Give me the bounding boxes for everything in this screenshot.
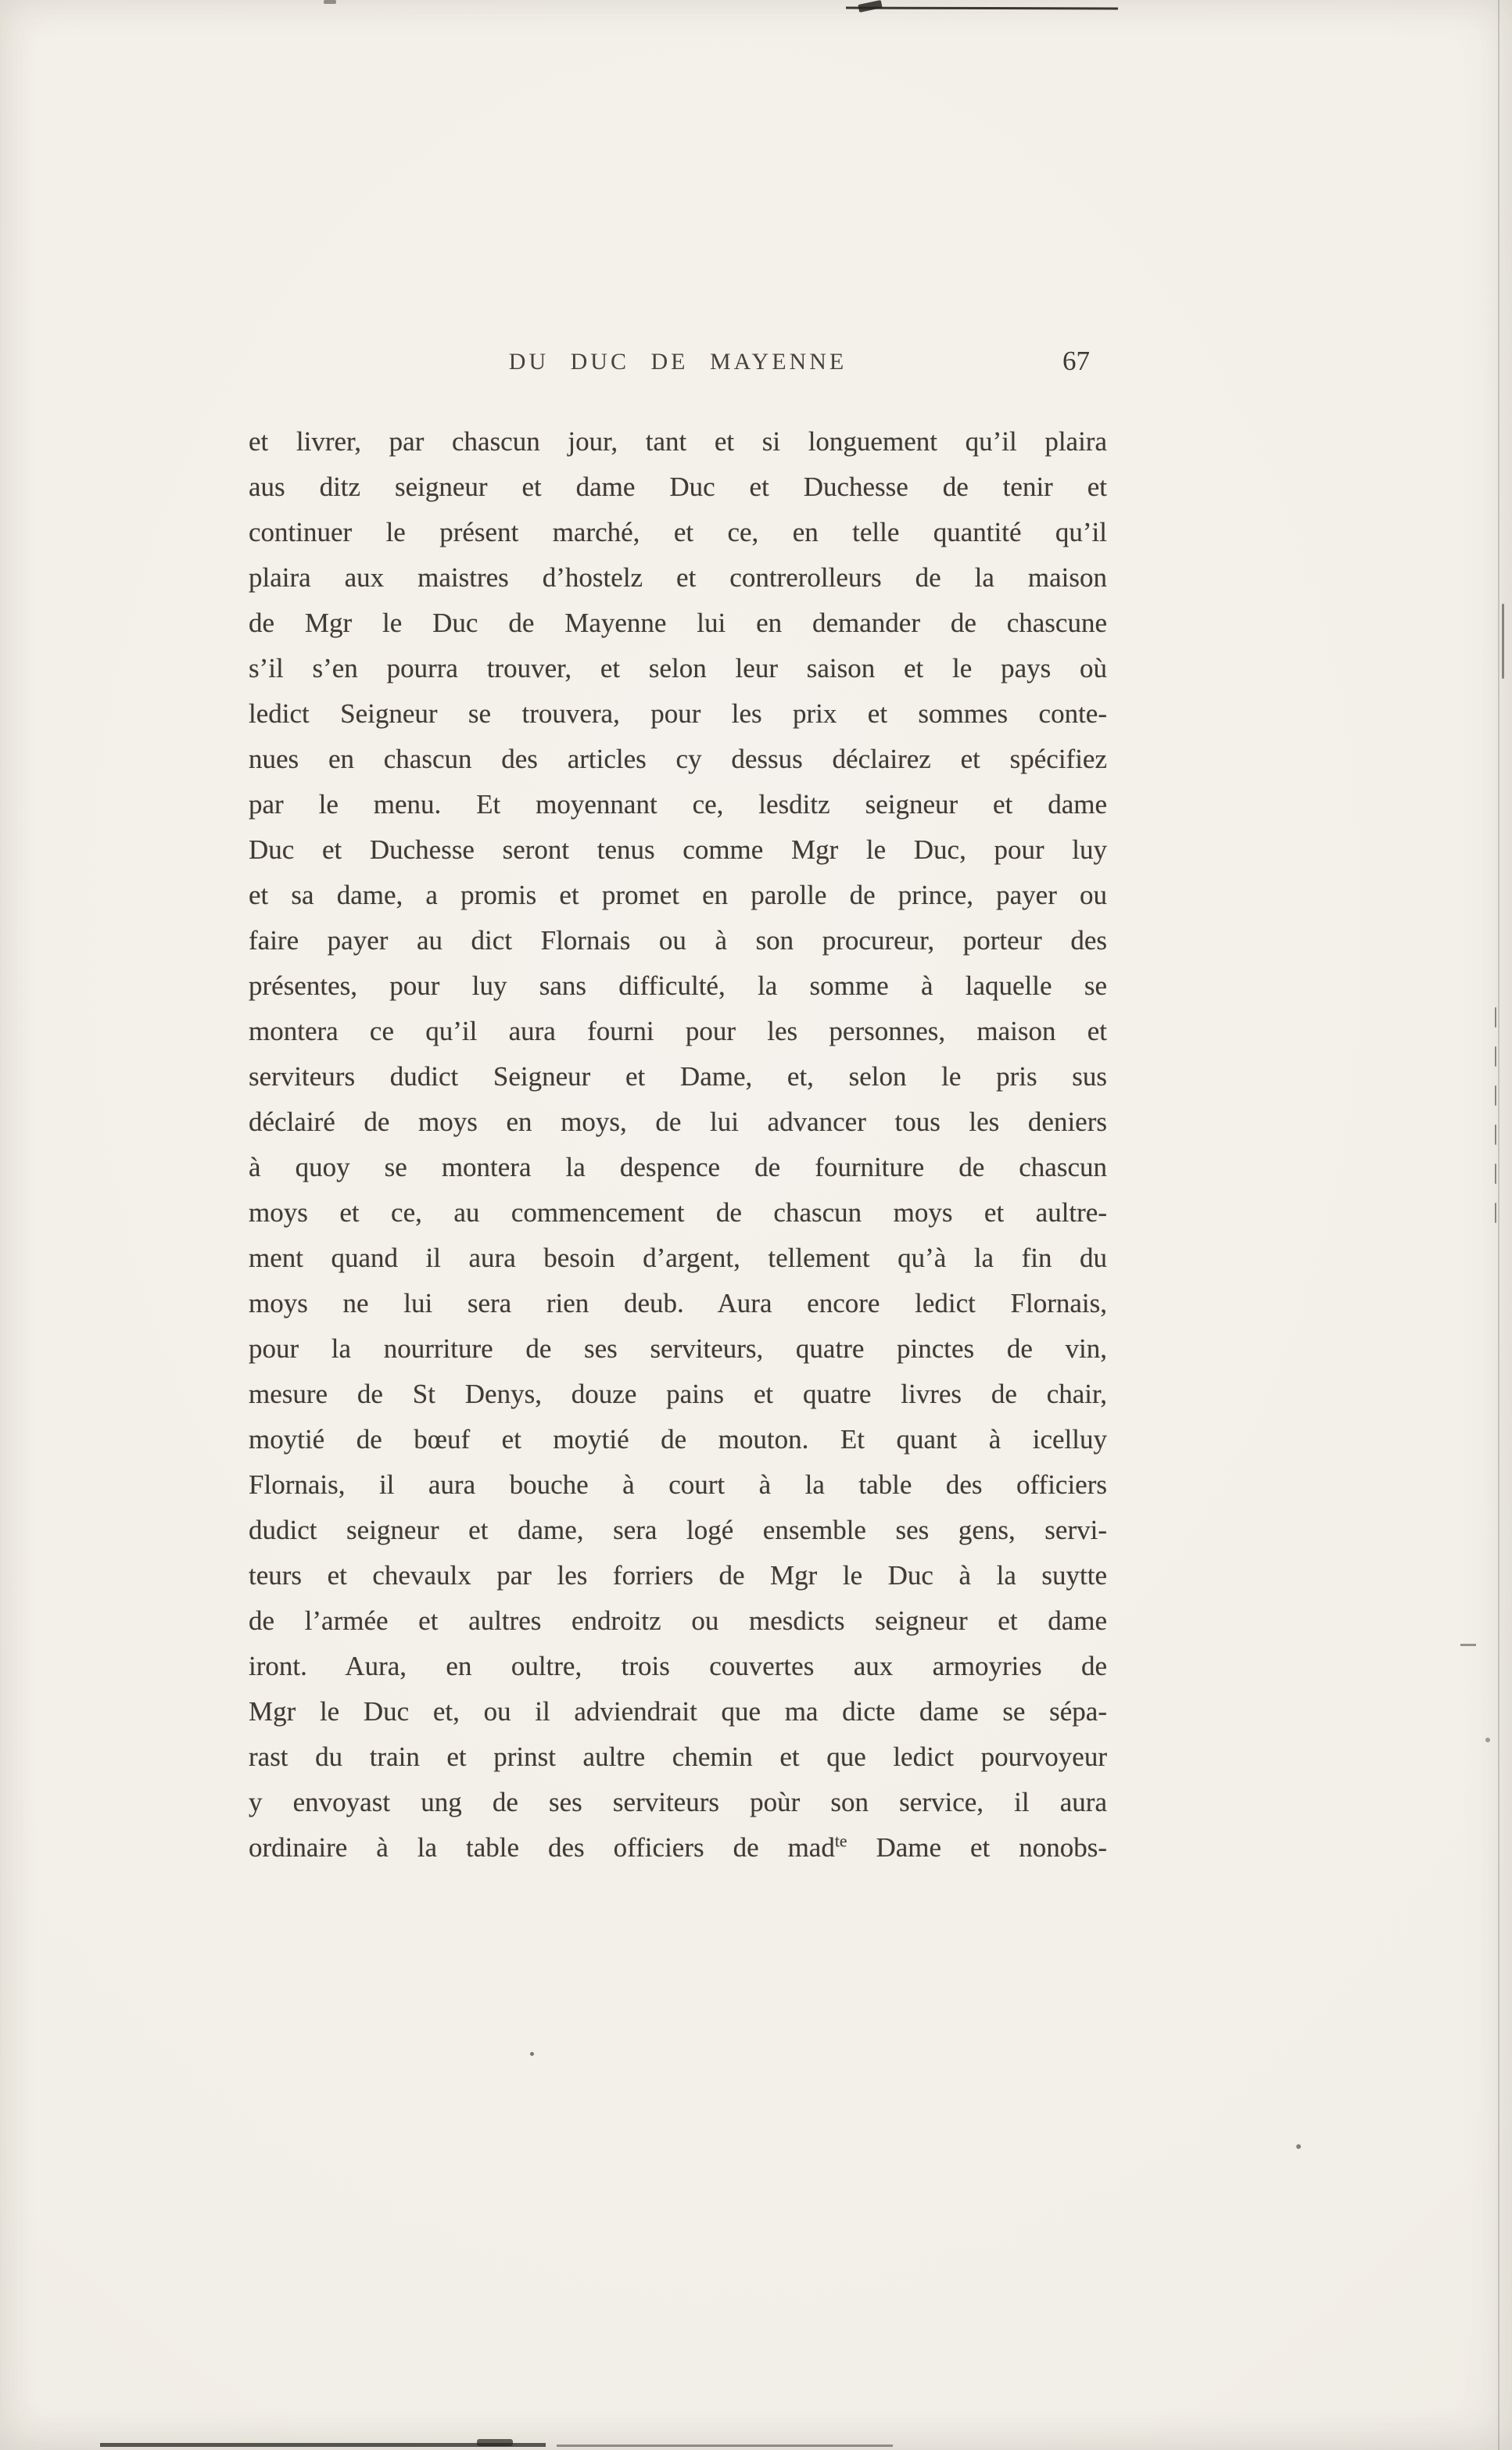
text-lines — [249, 419, 1107, 1825]
text-line: continuer le présent marché, et ce, en telle quantité qu’il — [249, 517, 1107, 547]
text-line: montera ce qu’il aura fourni pour les personnes, maison et — [249, 1016, 1107, 1046]
last-line-post: Dame et nonobs- — [847, 1832, 1108, 1863]
bottom-speck-right — [1296, 2144, 1301, 2149]
last-line-pre: ordinaire à la table des officiers de mad — [249, 1832, 835, 1863]
last-line-superscript: te — [834, 1831, 847, 1851]
margin-dash — [1460, 1644, 1476, 1646]
page-edge-line — [1498, 0, 1499, 2450]
text-line: moytié de bœuf et moytié de mouton. Et quant à icelluy — [249, 1424, 1107, 1455]
text-line: nues en chascun des articles cy dessus déclairez et spécifiez — [249, 744, 1107, 774]
text-line: plaira aux maistres d’hostelz et contrerolleurs de la maison — [249, 562, 1107, 593]
text-line: s’il s’en pourra trouver, et selon leur saison et le pays où — [249, 653, 1107, 683]
margin-tick — [1495, 1125, 1496, 1145]
bottom-edge-band-2 — [557, 2445, 893, 2447]
page-header — [249, 346, 1107, 386]
text-line: déclairé de moys en moys, de lui advancer tous les deniers — [249, 1107, 1107, 1137]
text-line: mesure de St Denys, douze pains et quatre livres de chair, — [249, 1379, 1107, 1409]
text-block — [249, 419, 1107, 1871]
text-line: moys ne lui sera rien deub. Aura encore ledict Flornais, — [249, 1288, 1107, 1318]
text-line: et sa dame, a promis et promet en parolle de prince, payer ou — [249, 880, 1107, 910]
text-line: iront. Aura, en oultre, trois couvertes aux armoyries de — [249, 1651, 1107, 1681]
text-line: ment quand il aura besoin d’argent, tellement qu’à la fin du — [249, 1243, 1107, 1273]
margin-speck — [1485, 1738, 1490, 1742]
text-line: rast du train et prinst aultre chemin et que ledict pourvoyeur — [249, 1742, 1107, 1772]
text-line: dudict seigneur et dame, sera logé ensemble ses gens, servi- — [249, 1515, 1107, 1545]
text-line: Mgr le Duc et, ou il adviendrait que ma dicte dame se sépa- — [249, 1696, 1107, 1727]
text-line: présentes, pour luy sans difficulté, la somme à laquelle se — [249, 970, 1107, 1001]
text-line: Duc et Duchesse seront tenus comme Mgr le Duc, pour luy — [249, 834, 1107, 865]
margin-tick — [1495, 1046, 1496, 1067]
text-line: à quoy se montera la despence de fourniture de chascun — [249, 1152, 1107, 1182]
page-number: 67 — [1062, 346, 1090, 376]
page-edge-dash — [1502, 604, 1504, 679]
scan-smudge-top — [846, 7, 1118, 10]
margin-tick — [1495, 1085, 1496, 1106]
text-line: teurs et chevaulx par les forriers de Mgr le Duc à la suytte — [249, 1560, 1107, 1591]
running-title: DU DUC DE MAYENNE — [508, 349, 847, 375]
bottom-speck-center — [530, 2052, 534, 2056]
text-line: et livrer, par chascun jour, tant et si longuement qu’il plaira — [249, 426, 1107, 457]
bottom-edge-blob — [477, 2439, 513, 2446]
text-line-last — [249, 1825, 1107, 1871]
scan-speck-top-left — [324, 0, 336, 4]
text-line: moys et ce, au commencement de chascun moys et aultre- — [249, 1197, 1107, 1228]
margin-tick — [1495, 1164, 1496, 1184]
margin-tick — [1495, 1007, 1496, 1028]
scan-smudge-top-blob — [858, 0, 882, 13]
text-line: par le menu. Et moyennant ce, lesditz seigneur et dame — [249, 789, 1107, 820]
text-line: de l’armée et aultres endroitz ou mesdicts seigneur et dame — [249, 1605, 1107, 1636]
text-line: aus ditz seigneur et dame Duc et Duchesse de tenir et — [249, 472, 1107, 502]
text-line: y envoyast ung de ses serviteurs poùr son service, il aura — [249, 1787, 1107, 1817]
text-line: Flornais, il aura bouche à court à la table des officiers — [249, 1469, 1107, 1500]
text-line: pour la nourriture de ses serviteurs, quatre pinctes de vin, — [249, 1333, 1107, 1364]
text-line: ledict Seigneur se trouvera, pour les prix et sommes conte- — [249, 698, 1107, 729]
text-line: faire payer au dict Flornais ou à son procureur, porteur des — [249, 925, 1107, 956]
text-line: serviteurs dudict Seigneur et Dame, et, selon le pris sus — [249, 1061, 1107, 1092]
text-line: de Mgr le Duc de Mayenne lui en demander de chascune — [249, 608, 1107, 638]
margin-tick — [1495, 1203, 1496, 1223]
